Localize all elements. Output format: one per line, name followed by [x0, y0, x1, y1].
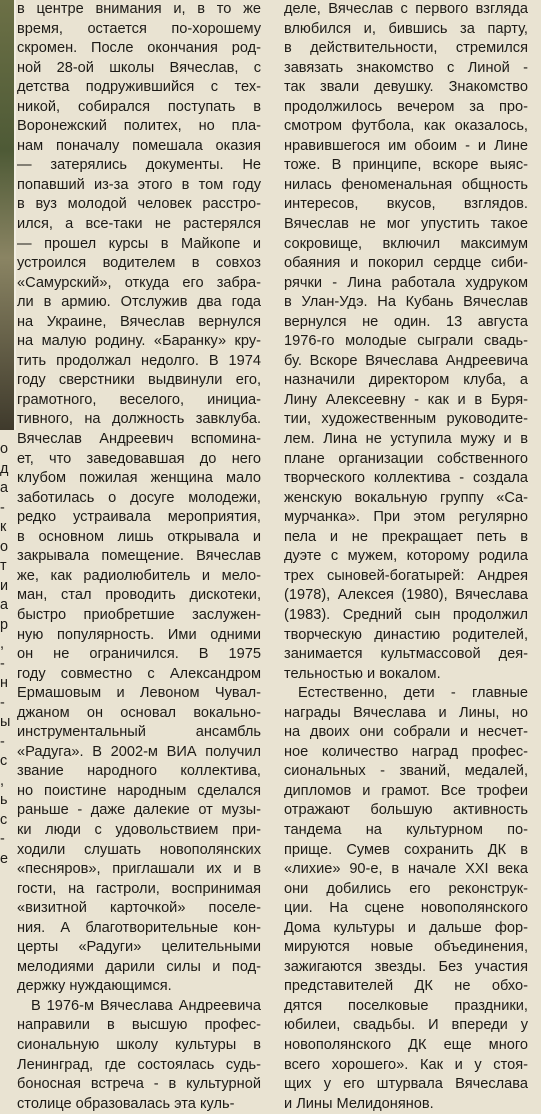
text-line: нилась феноменальная общность: [284, 176, 528, 193]
text-line: ную популярность. Ими одними: [17, 626, 261, 643]
text-line: продолжилось вечером за про-: [284, 98, 528, 115]
text-line: Воронежский политех, но пла-: [17, 118, 261, 135]
fragment-char: н: [0, 675, 8, 691]
text-line: сиональную школу культуры в: [17, 1036, 261, 1053]
text-line: тить продолжал недолго. В 1974: [17, 352, 261, 369]
text-line: «песняров», приглашали их и в: [17, 861, 261, 878]
text-line: влюбился и, бившись за парту,: [284, 20, 528, 37]
article-column-2: [284, 0, 528, 1114]
text-line: же, как радиолюбитель и мело-: [17, 567, 261, 584]
text-line: на двоих они собрали и несчет-: [284, 724, 528, 741]
text-line: ки люди с удовольствием при-: [17, 821, 261, 838]
text-line: попавший из-за этого в том году: [17, 176, 261, 193]
text-line: ное количество наград профес-: [284, 743, 528, 760]
text-line: сокровище, включил максимум: [284, 235, 528, 252]
text-line: боносная встреча - в культурной: [17, 1076, 261, 1093]
text-line: году совместно с Александром: [17, 665, 261, 682]
text-line: в действительности, стремился: [284, 40, 528, 57]
text-line: направили в высшую профес-: [17, 1017, 261, 1034]
fragment-char: а: [0, 480, 9, 496]
fragment-char: и: [0, 577, 9, 594]
fragment-char: с: [0, 753, 8, 769]
text-line: время, остается по-хорошему: [17, 20, 261, 37]
text-line: он не ограничился. В 1975: [17, 646, 261, 663]
fragment-char: -: [0, 733, 5, 750]
text-line: закрывала помещение. Вячеслав: [17, 548, 261, 565]
text-line: лем. Лина не уступила мужу и в: [284, 431, 528, 448]
fragment-char: -: [0, 655, 5, 672]
text-line: «Радуга». В 2002-м ВИА получил: [17, 743, 261, 760]
text-line: плане организации собственного: [284, 450, 528, 467]
text-line: интересов, вкусов, взглядов.: [284, 196, 528, 213]
article-column-1: [17, 0, 261, 1114]
fragment-char: -: [0, 694, 5, 711]
fragment-char: ,: [0, 636, 4, 652]
text-line: в Улан-Удэ. На Кубань Вячеслав: [284, 294, 528, 311]
fragment-char: о: [0, 441, 9, 457]
text-line: смотром футбола, как оказалось,: [284, 118, 528, 135]
text-line: клубом пожилая женщина мало: [17, 470, 261, 487]
text-line: — прошел курсы в Майкопе и: [17, 235, 261, 252]
fragment-char: -: [0, 499, 5, 516]
text-line: вернулся не один. 13 августа: [284, 313, 528, 330]
text-line: ния. А благотворительные кон-: [17, 919, 261, 936]
text-line: ился, а все-таки не растерялся: [17, 216, 261, 233]
text-line: тельностью и вокалом.: [284, 665, 441, 682]
text-line: дипломов и грамот. Все трофеи: [284, 782, 528, 799]
text-line: но поистине народным сделался: [17, 782, 261, 799]
text-line: (1978), Алексея (1980), Вячеслава: [284, 587, 528, 604]
fragment-char: т: [0, 558, 7, 574]
text-line: дятся поселковые праздники,: [284, 997, 528, 1014]
text-line: в вуз молодой человек расстро-: [17, 196, 261, 213]
fragment-char: к: [0, 519, 7, 535]
text-line: Естественно, дети - главные: [298, 685, 528, 702]
text-line: обаяния и покорил сердце сиби-: [284, 255, 528, 272]
text-line: рячки - Лина работала худруком: [284, 274, 528, 291]
fragment-char: р: [0, 616, 9, 633]
text-line: и Лины Мелидонянов.: [284, 1095, 434, 1112]
text-line: в основном лишь открывала и: [17, 528, 261, 545]
photo-border: [14, 0, 16, 430]
text-line: бу. Вскоре Вячеслава Андреевича: [284, 352, 528, 369]
text-line: заботилась о досуге молодежи,: [17, 489, 261, 506]
text-line: мируются новые объединения,: [284, 939, 528, 956]
text-line: гости, на гастроли, воспринимая: [17, 880, 261, 897]
text-line: творческого коллектива - создала: [284, 470, 528, 487]
fragment-char: ы: [0, 714, 11, 730]
text-line: тии, художественным руководите-: [284, 411, 528, 428]
text-line: звание народного коллектива,: [17, 763, 261, 780]
text-line: занимается культмассовой дея-: [284, 646, 528, 663]
text-line: они добились его реконструк-: [284, 880, 528, 897]
text-line: ет, что заведовавшая до него: [17, 450, 261, 467]
text-line: на малую родину. «Баранку» кру-: [17, 333, 261, 350]
fragment-char: е: [0, 850, 9, 867]
text-line: тандема на культурном по-: [284, 821, 528, 838]
text-line: ции. На сцене новополянского: [284, 900, 528, 917]
text-line: джаном он основал вокально-: [17, 704, 261, 721]
fragment-char: а: [0, 597, 9, 613]
text-line: пела и не прекращает петь в: [284, 528, 528, 545]
text-line: детства подружившийся с тех-: [17, 79, 261, 96]
text-line: творческую династию родителей,: [284, 626, 528, 643]
text-line: никой, собирался поступать в: [17, 98, 261, 115]
text-line: дуэте с мужем, которому родила: [284, 548, 528, 565]
text-line: устроился водителем в совхоз: [17, 255, 261, 272]
text-line: тоже. В принципе, вскоре выяс-: [284, 157, 528, 174]
text-line: «визитной карточкой» поселе-: [17, 900, 261, 917]
text-line: нам поначалу помешала оказия: [17, 137, 261, 154]
text-line: так звали девушку. Знакомство: [284, 79, 528, 96]
text-line: грамотного, веселого, инициа-: [17, 391, 261, 408]
text-line: Вячеслав не мог упустить такое: [284, 216, 528, 233]
text-line: (1983). Средний сын продолжил: [284, 606, 528, 623]
text-line: в центре внимания и, в то же: [17, 1, 261, 17]
text-line: завязать знакомство с Линой -: [284, 59, 528, 76]
text-line: на Украине, Вячеслав вернулся: [17, 313, 261, 330]
text-line: инструментальный ансамбль: [17, 724, 261, 741]
text-line: Дома культуры и дальше фор-: [284, 919, 528, 936]
text-line: награды Вячеслава и Лины, но: [284, 704, 528, 721]
text-line: столице образовалась эта куль-: [17, 1095, 235, 1112]
text-line: щих у его штурвала Вячеслава: [284, 1076, 528, 1093]
fragment-char: д: [0, 460, 9, 477]
photo-fragment: [0, 0, 14, 430]
text-line: держку нуждающимся.: [17, 978, 172, 995]
text-line: редко устраивала мероприятия,: [17, 509, 261, 526]
text-line: мурчанка». При этом регулярно: [284, 509, 528, 526]
text-line: отражают большую активность: [284, 802, 528, 819]
text-line: сиональных - званий, медалей,: [284, 763, 528, 780]
text-line: ли в армию. Отслужив два года: [17, 294, 261, 311]
fragment-char: с: [0, 811, 8, 828]
text-line: В 1976-м Вячеслава Андреевича: [31, 997, 261, 1014]
text-line: новополянского ДК еще много: [284, 1036, 528, 1053]
text-line: назначили директором клуба, а: [284, 372, 528, 389]
text-line: Ермашовым и Левоном Чувал-: [17, 685, 261, 702]
text-line: всего хорошего». Как и у стоя-: [284, 1056, 528, 1073]
fragment-char: о: [0, 538, 9, 555]
text-line: ходили слушать новополянских: [17, 841, 261, 858]
text-line: «лихие» 90-е, в начале XXI века: [284, 861, 528, 878]
text-line: раньше - даже далекие от музы-: [17, 802, 261, 819]
fragment-char: ь: [0, 792, 8, 808]
text-line: 1976-го молодые сыграли свадь-: [284, 333, 528, 350]
text-line: ной 28-ой школы Вячеслав, с: [17, 59, 261, 76]
fragment-char: ,: [0, 772, 4, 789]
text-line: Вячеслав Андреевич вспомина-: [17, 431, 261, 448]
text-line: прище. Сумев сохранить ДК в: [284, 841, 528, 858]
text-line: зажигаются звезды. Без участия: [284, 958, 528, 975]
text-line: Ленинград, где состоялась судь-: [17, 1056, 261, 1073]
text-line: юбилеи, свадьбы. И впереди у: [284, 1017, 528, 1034]
text-line: нравившегося им обоим - и Лине: [284, 137, 528, 154]
left-column-fragment: [0, 440, 16, 869]
text-line: — затерялись документы. Не: [17, 157, 261, 174]
text-line: церты «Радуги» целительными: [17, 939, 261, 956]
fragment-char: -: [0, 831, 5, 847]
text-line: Лину Алексеевну - как и в Буря-: [284, 391, 528, 408]
text-line: деле, Вячеслав с первого взгляда: [284, 1, 528, 17]
text-line: ман, стал проводить дискотеки,: [17, 587, 261, 604]
text-line: скромен. После окончания род-: [17, 40, 261, 57]
text-line: тивного, на должность завклуба.: [17, 411, 261, 428]
text-line: мелодиями дарили силы и под-: [17, 958, 261, 975]
text-line: году сверстники выдвинули его,: [17, 372, 261, 389]
text-line: представителей ДК не обхо-: [284, 978, 528, 995]
text-line: «Самурский», откуда его забра-: [17, 274, 261, 291]
text-line: быстро приобретшие заслужен-: [17, 606, 261, 623]
text-line: трех сыновей-богатырей: Андрея: [284, 567, 528, 584]
text-line: женскую вокальную группу «Са-: [284, 489, 528, 506]
